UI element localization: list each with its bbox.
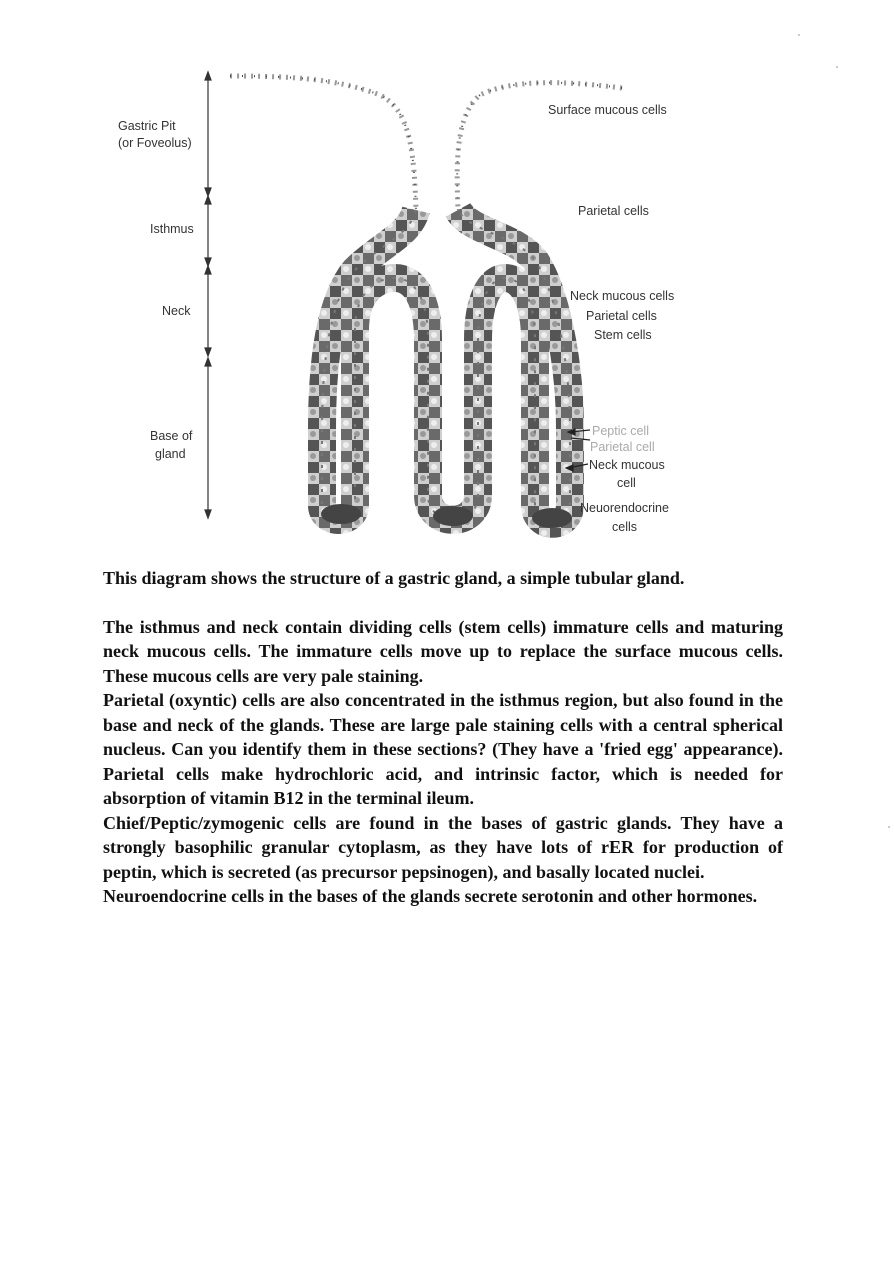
label-gland: gland (155, 447, 186, 461)
label-neck-mucous-cells: Neck mucous cells (570, 289, 675, 303)
label-neuroendocrine-cells: Neuorendocrine (580, 501, 669, 515)
gastric-gland-diagram (0, 0, 894, 560)
label-neuroendocrine-cells-2: cells (612, 520, 638, 534)
zone-brackets (205, 72, 211, 518)
paragraph-neuroendocrine: Neuroendocrine cells in the bases of the glands secrete serotonin and other hormones. (103, 886, 758, 906)
label-parietal-cell: Parietal cell (590, 440, 655, 454)
label-neck-mucous-cell: Neck mucous (589, 458, 665, 472)
paragraph-chief: Chief/Peptic/zymogenic cells are found in the bases of gastric glands. They have a strongly basophilic granular cytoplasm, as they have lots of rER for production of peptin, which is secreted (as precursor pepsinogen), and basally located nuclei. (103, 812, 783, 882)
label-gastric-pit: Gastric Pit (118, 119, 176, 133)
label-stem-cells: Stem cells (594, 328, 652, 342)
label-base-of: Base of (150, 429, 193, 443)
label-gastric-pit-alt: (or Foveolus) (118, 136, 192, 150)
paragraph-parietal: Parietal (oxyntic) cells are also concentrated in the isthmus region, but also found in the base and neck of the glands. These are large pale staining cells with a central spherical nucleus. Can you identify them in these sections? (They have a 'fried egg' appearance). Parietal cells make hydrochloric acid, and intrinsic factor, which is needed for absorption of vitamin B12 in the terminal ileum. (103, 690, 783, 808)
paragraph-isthmus-neck: The isthmus and neck contain dividing cells (stem cells) immature cells and maturing neck mucous cells. The immature cells move up to replace the surface mucous cells. These mucous cells are very pale staining. (103, 616, 783, 686)
label-peptic-cell: Peptic cell (592, 424, 649, 438)
label-neck-mucous-cell-2: cell (617, 476, 636, 490)
scan-speck (888, 826, 890, 828)
label-parietal-cells-mid: Parietal cells (586, 309, 657, 323)
label-parietal-cells-top: Parietal cells (578, 204, 649, 218)
label-isthmus: Isthmus (150, 222, 194, 236)
label-surface-mucous-cells: Surface mucous cells (548, 103, 667, 117)
gastric-pit-epithelium (230, 76, 622, 210)
scan-speck (798, 34, 800, 36)
paragraph-intro: This diagram shows the structure of a gastric gland, a simple tubular gland. (103, 568, 685, 588)
scan-speck (836, 66, 838, 68)
body-text (103, 566, 783, 909)
label-neck: Neck (162, 304, 191, 318)
gland-tubules (321, 210, 572, 528)
